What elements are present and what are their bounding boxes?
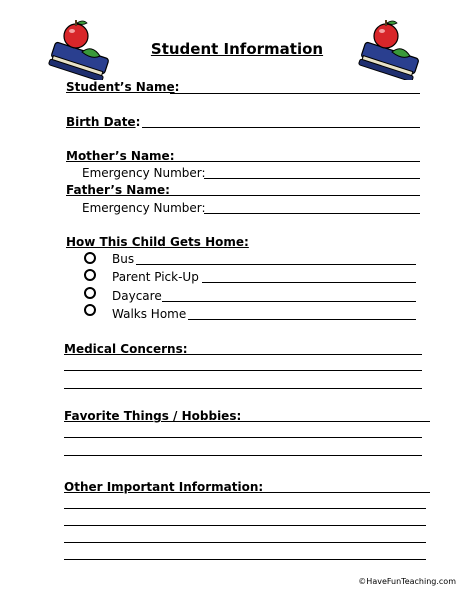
mother-name-line[interactable]	[168, 161, 420, 162]
hobbies-line-1[interactable]	[228, 421, 430, 422]
walks-home-radio[interactable]	[84, 304, 96, 316]
medical-line-3[interactable]	[64, 388, 422, 389]
birth-date-line[interactable]	[142, 127, 420, 128]
daycare-radio[interactable]	[84, 287, 96, 299]
emergency-number-line-2[interactable]	[204, 213, 420, 214]
parent-pickup-radio[interactable]	[84, 269, 96, 281]
parent-pickup-label: Parent Pick-Up	[112, 270, 199, 284]
other-info-label: Other Important Information:	[64, 480, 264, 494]
emergency-number-label-2: Emergency Number:	[82, 201, 206, 215]
daycare-label: Daycare	[112, 289, 162, 303]
daycare-line[interactable]	[162, 301, 416, 302]
page-title: Student Information	[150, 40, 324, 58]
bus-label: Bus	[112, 252, 135, 266]
medical-concerns-label: Medical Concerns:	[64, 342, 188, 356]
emergency-number-label: Emergency Number:	[82, 166, 206, 180]
emergency-number-line[interactable]	[204, 178, 420, 179]
other-line-3[interactable]	[64, 525, 426, 526]
hobbies-label: Favorite Things / Hobbies:	[64, 409, 242, 423]
hobbies-line-3[interactable]	[64, 455, 422, 456]
medical-line-2[interactable]	[64, 370, 422, 371]
home-heading: How This Child Gets Home:	[66, 235, 249, 249]
walks-home-label: Walks Home	[112, 307, 187, 321]
bus-radio[interactable]	[84, 252, 96, 264]
birth-date-label: Birth Date:	[66, 115, 141, 129]
hobbies-line-2[interactable]	[64, 437, 422, 438]
other-line-2[interactable]	[64, 508, 426, 509]
walks-home-line[interactable]	[188, 319, 416, 320]
other-line-4[interactable]	[64, 542, 426, 543]
other-line-1[interactable]	[248, 492, 430, 493]
copyright-footer: ©HaveFunTeaching.com	[358, 577, 456, 586]
mother-name-label: Mother’s Name:	[66, 149, 175, 163]
father-name-label: Father’s Name:	[66, 183, 170, 197]
medical-line-1[interactable]	[176, 354, 422, 355]
other-line-5[interactable]	[64, 559, 426, 560]
father-name-line[interactable]	[162, 195, 420, 196]
student-name-label: Student’s Name:	[66, 80, 180, 94]
parent-pickup-line[interactable]	[202, 282, 416, 283]
student-name-line[interactable]	[170, 93, 420, 94]
bus-line[interactable]	[136, 264, 416, 265]
